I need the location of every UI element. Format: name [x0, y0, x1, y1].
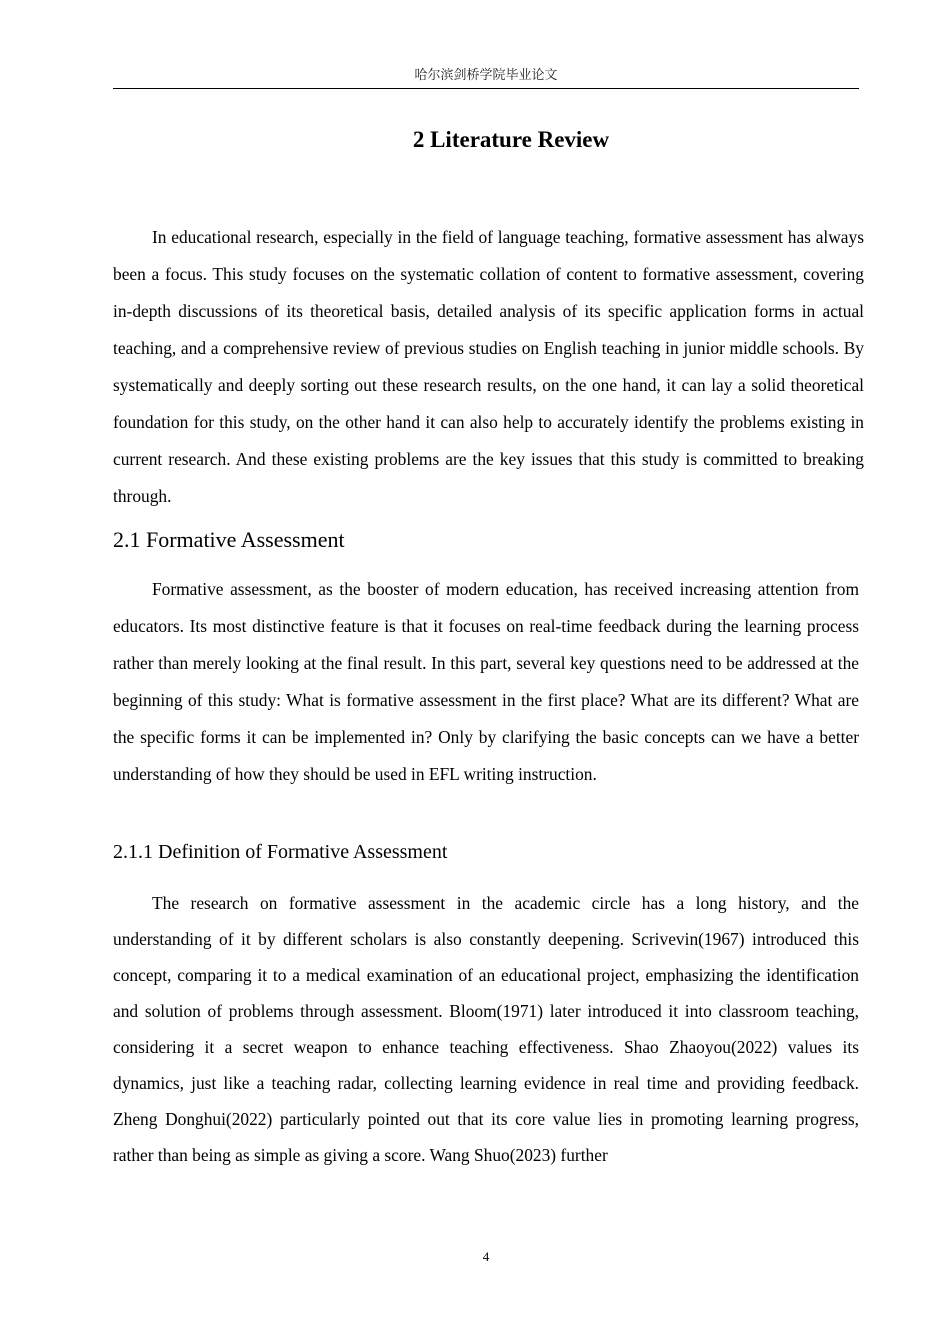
- formative-assessment-paragraph: Formative assessment, as the booster of modern education, has received increasing attention from educators. Its most distinctive feature is that it focuses on real-time feedback during the learning process rather than merely looking at the final result. In this part, several key questions need to be addressed at the beginning of this study: What is formative assessment in the first place? What are its different? What are the specific forms it can be implemented in? Only by clarifying the basic concepts can we have a better understanding of how they should be used in EFL writing instruction.: [113, 579, 859, 784]
- intro-paragraph: In educational research, especially in the field of language teaching, formative assessment has always been a focus. This study focuses on the systematic collation of content to formative assessment, covering in-depth discussions of its theoretical basis, detailed analysis of its specific application forms in actual teaching, and a comprehensive review of previous studies on English teaching in junior middle schools. By systematically and deeply sorting out these research results, on the one hand, it can lay a solid theoretical foundation for this study, on the other hand it can also help to accurately identify the problems existing in current research. And these existing problems are the key issues that this study is committed to breaking through.: [113, 227, 864, 506]
- section-heading-2-1: 2.1 Formative Assessment: [113, 527, 345, 552]
- header-divider: [113, 88, 859, 89]
- page-header: 哈尔滨剑桥学院毕业论文: [414, 68, 558, 83]
- definition-paragraph: The research on formative assessment in the academic circle has a long history, and the understanding of it by different scholars is also constantly deepening. Scrivevin(1967) introduced this concept, comparing it to a medical examination of an educational project, emphasizing the identification and solution of problems through assessment. Bloom(1971) later introduced it into classroom teaching, considering it a secret weapon to enhance teaching effectiveness. Shao Zhaoyou(2022) values its dynamics, just like a teaching radar, collecting learning evidence in real time and providing feedback. Zheng Donghui(2022) particularly pointed out that its core value lies in promoting learning progress, rather than being as simple as giving a score. Wang Shuo(2023) further: [113, 893, 859, 1165]
- page-number: 4: [482, 1249, 490, 1264]
- chapter-title: 2 Literature Review: [412, 127, 610, 152]
- section-heading-2-1-1: 2.1.1 Definition of Formative Assessment: [113, 841, 448, 863]
